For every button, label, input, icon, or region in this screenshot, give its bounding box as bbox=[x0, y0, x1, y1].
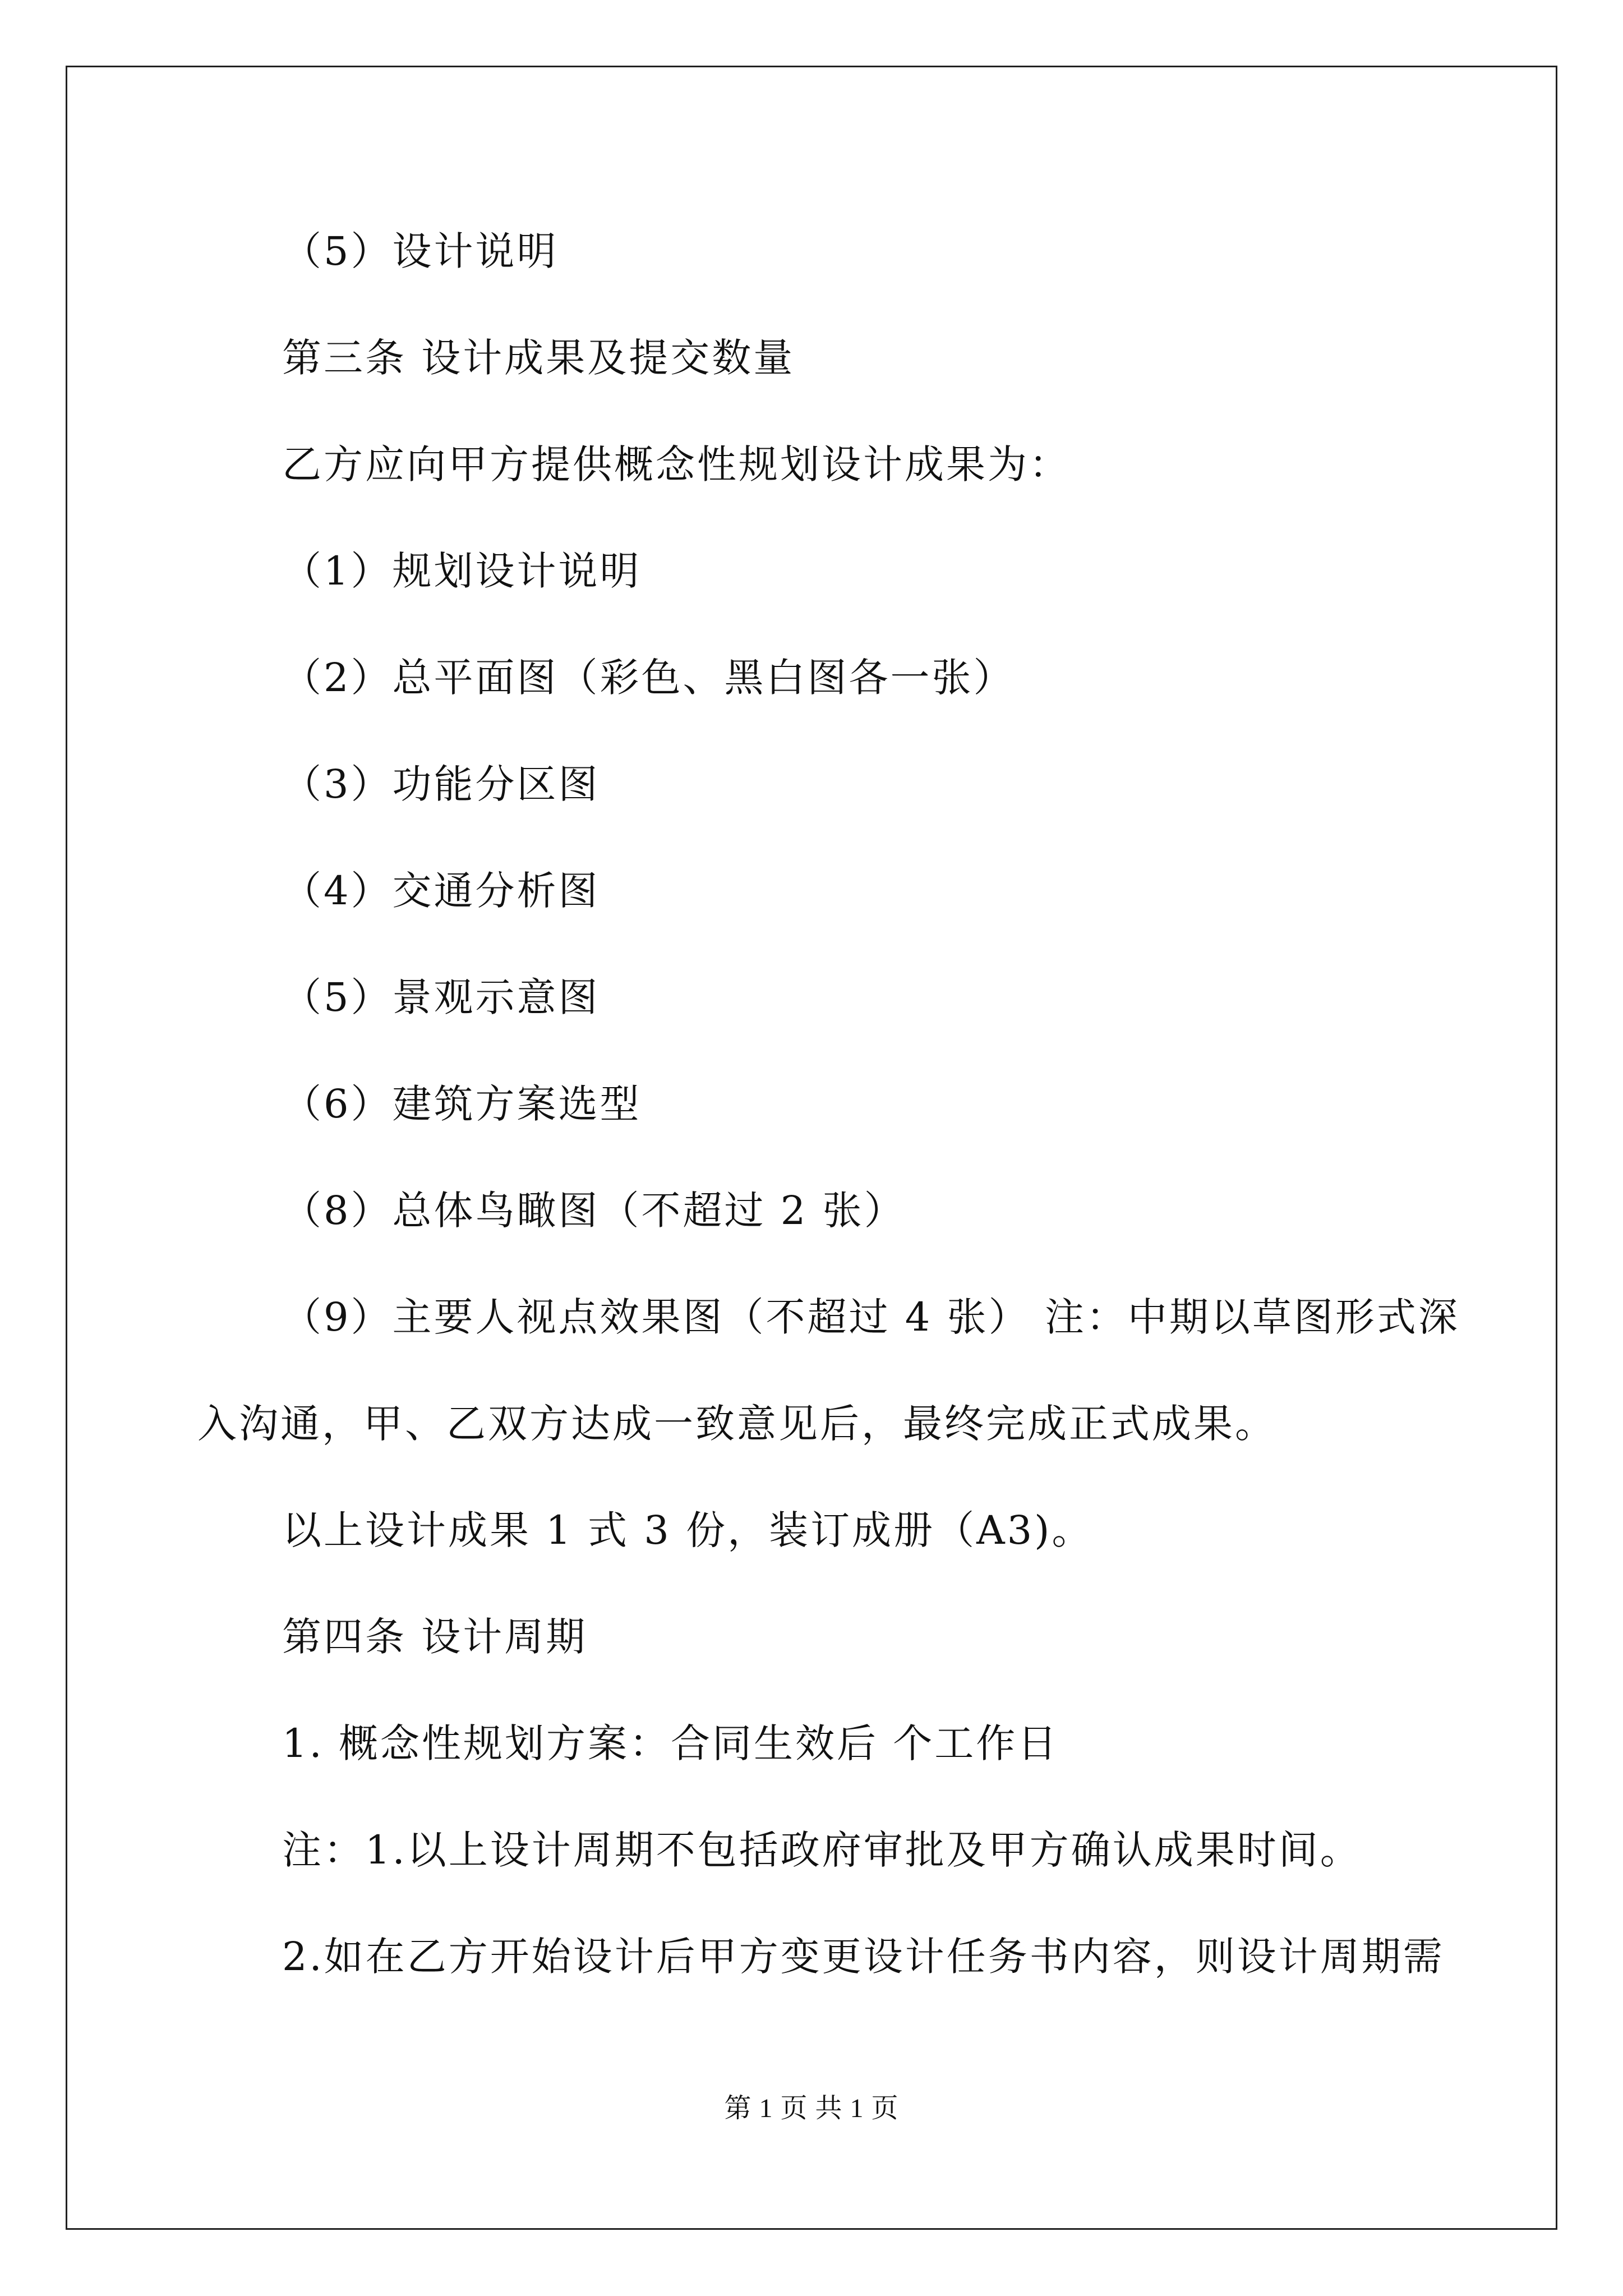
note-line: 2.如在乙方开始设计后甲方变更设计任务书内容，则设计周期需 bbox=[282, 1934, 1445, 1980]
text-line: 1. 概念性规划方案：合同生效后 个工作日 bbox=[282, 1720, 1059, 1766]
text-line: 入沟通，甲、乙双方达成一致意见后，最终完成正式成果。 bbox=[197, 1401, 1276, 1447]
note-line: 注：1.以上设计周期不包括政府审批及甲方确认成果时间。 bbox=[282, 1827, 1362, 1873]
list-item: （6）建筑方案选型 bbox=[282, 1081, 642, 1127]
list-item: （4）交通分析图 bbox=[282, 868, 600, 914]
text-line: （5）设计说明 bbox=[282, 228, 559, 274]
section-heading: 第四条 设计周期 bbox=[282, 1614, 588, 1660]
list-item: （9）主要人视点效果图（不超过 4 张） 注：中期以草图形式深 bbox=[282, 1294, 1460, 1340]
list-item: （3）功能分区图 bbox=[282, 761, 600, 807]
section-heading: 第三条 设计成果及提交数量 bbox=[282, 335, 795, 381]
list-item: （5）景观示意图 bbox=[282, 974, 600, 1020]
list-item: （1）规划设计说明 bbox=[282, 548, 642, 594]
list-item: （2）总平面图（彩色、黑白图各一张） bbox=[282, 655, 1015, 701]
text-line: 以上设计成果 1 式 3 份，装订成册（A3)。 bbox=[282, 1507, 1094, 1553]
page-footer: 第 1 页 共 1 页 bbox=[724, 2093, 899, 2123]
list-item: （8）总体鸟瞰图（不超过 2 张） bbox=[282, 1188, 906, 1234]
text-line: 乙方应向甲方提供概念性规划设计成果为： bbox=[282, 441, 1071, 487]
page-border bbox=[66, 66, 1557, 2230]
